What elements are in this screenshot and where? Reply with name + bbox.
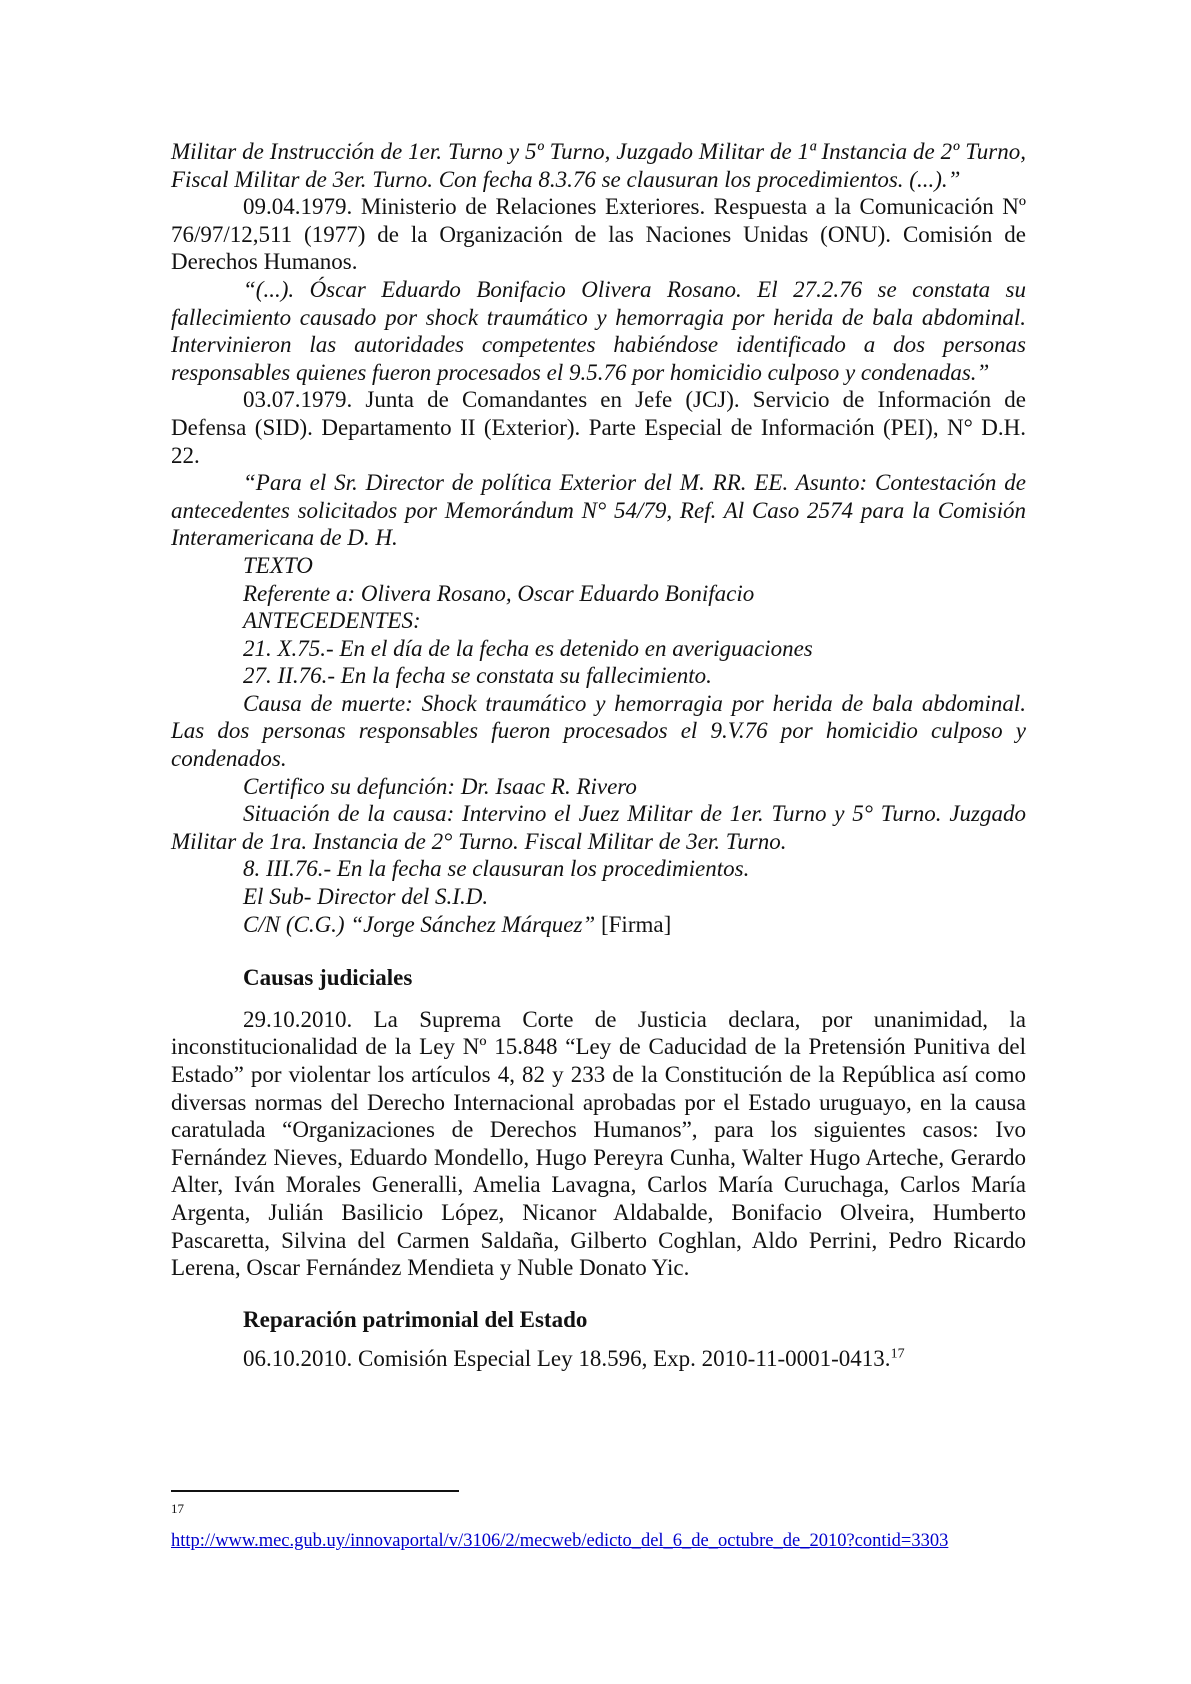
signature-note: [Firma] [595, 911, 672, 937]
quote-line-referente: Referente a: Olivera Rosano, Oscar Eduardo Bonifacio [243, 580, 755, 606]
footnote-link[interactable]: http://www.mec.gub.uy/innovaportal/v/3106/2/mecweb/edicto_del_6_de_octubre_de_2010?contid=3303 [171, 1531, 949, 1551]
reparacion-text: 06.10.2010. Comisión Especial Ley 18.596, Exp. 2010-11-0001-0413. [243, 1346, 891, 1372]
quote-line-subdirector: El Sub- Director del S.I.D. [243, 884, 489, 910]
quote-paragraph-onu: “(...). Óscar Eduardo Bonifacio Olivera Rosano. El 27.2.76 se constata su fallecimiento causado por shock traumático y hemorragia por herida de bala abdominal. Intervinieron las autoridades competentes habiéndose identificado a dos personas responsables quienes fueron procesados el 9.5.76 por homicidio culposo y condenadas.” [171, 276, 1026, 385]
quote-paragraph-sid: “Para el Sr. Director de política Exterior del M. RR. EE. Asunto: Contestación de antecedentes solicitados por Memorándum N° 54/79, Ref. Al Caso 2574 para la Comisión Interamericana de D. H. [171, 470, 1026, 551]
quote-continuation-paragraph: Militar de Instrucción de 1er. Turno y 5º Turno, Juzgado Militar de 1ª Instancia de 2º Turno, Fiscal Militar de 3er. Turno. Con fecha 8.3.76 se clausuran los procedimientos. (...).” [171, 139, 1026, 192]
document-body [171, 138, 1026, 1373]
quote-line-certifico: Certifico su defunción: Dr. Isaac R. Rivero [243, 773, 637, 799]
entry-paragraph-1979-07: 03.07.1979. Junta de Comandantes en Jefe (JCJ). Servicio de Información de Defensa (SID). Departamento II (Exterior). Parte Especial de Información (PEI), N° D.H. 22. [171, 387, 1026, 468]
entry-paragraph-1979-04: 09.04.1979. Ministerio de Relaciones Exteriores. Respuesta a la Comunicación Nº 76/97/12,511 (1977) de la Organización de las Naciones Unidas (ONU). Comisión de Derechos Humanos. [171, 194, 1026, 275]
quote-line-detenido: 21. X.75.- En el día de la fecha es detenido en averiguaciones [243, 635, 813, 661]
quote-line-fallecimiento: 27. II.76.- En la fecha se constata su fallecimiento. [243, 663, 712, 689]
reparacion-paragraph [171, 1345, 1026, 1373]
causas-judiciales-paragraph: 29.10.2010. La Suprema Corte de Justicia declara, por unanimidad, la inconstitucionalidad de la Ley Nº 15.848 “Ley de Caducidad de la Pretensión Punitiva del Estado” por violentar los artículos 4, 82 y 233 de la Constitución de la República así como diversas normas del Derecho Internacional aprobadas por el Estado uruguayo, en la causa caratulada “Organizaciones de Derechos Humanos”, para los siguientes casos: Ivo Fernández Nieves, Eduardo Mondello, Hugo Pereyra Cunha, Walter Hugo Arteche, Gerardo Alter, Iván Morales Generalli, Amelia Lavagna, Carlos María Curuchaga, Carlos María Argenta, Julián Basilicio López, Nicanor Aldabalde, Bonifacio Olveira, Humberto Pascaretta, Silvina del Carmen Saldaña, Gilberto Coghlan, Aldo Perrini, Pedro Ricardo Lerena, Oscar Fernández Mendieta y Nuble Donato Yic. [171, 1006, 1026, 1281]
quote-line-antecedentes: ANTECEDENTES: [243, 608, 421, 634]
quote-paragraph-causa-muerte: Causa de muerte: Shock traumático y hemorragia por herida de bala abdominal. Las dos personas responsables fueron procesados el 9.V.76 por homicidio culposo y condenados. [171, 690, 1026, 772]
quote-line-clausura: 8. III.76.- En la fecha se clausuran los procedimientos. [243, 856, 750, 882]
quote-line-texto: TEXTO [243, 552, 313, 578]
footnote-reference[interactable]: 17 [890, 1346, 905, 1362]
signature-name: C/N (C.G.) “Jorge Sánchez Márquez” [243, 911, 596, 937]
quote-line-firma [171, 911, 1026, 939]
section-heading-causas-judiciales: Causas judiciales [243, 965, 413, 991]
quote-paragraph-situacion: Situación de la causa: Intervino el Juez Militar de 1er. Turno y 5° Turno. Juzgado Militar de 1ra. Instancia de 2° Turno. Fiscal Militar de 3er. Turno. [171, 801, 1026, 854]
footnote-separator [171, 1490, 459, 1492]
footnote-number: 17 [171, 1501, 184, 1516]
section-heading-reparacion: Reparación patrimonial del Estado [243, 1306, 588, 1332]
